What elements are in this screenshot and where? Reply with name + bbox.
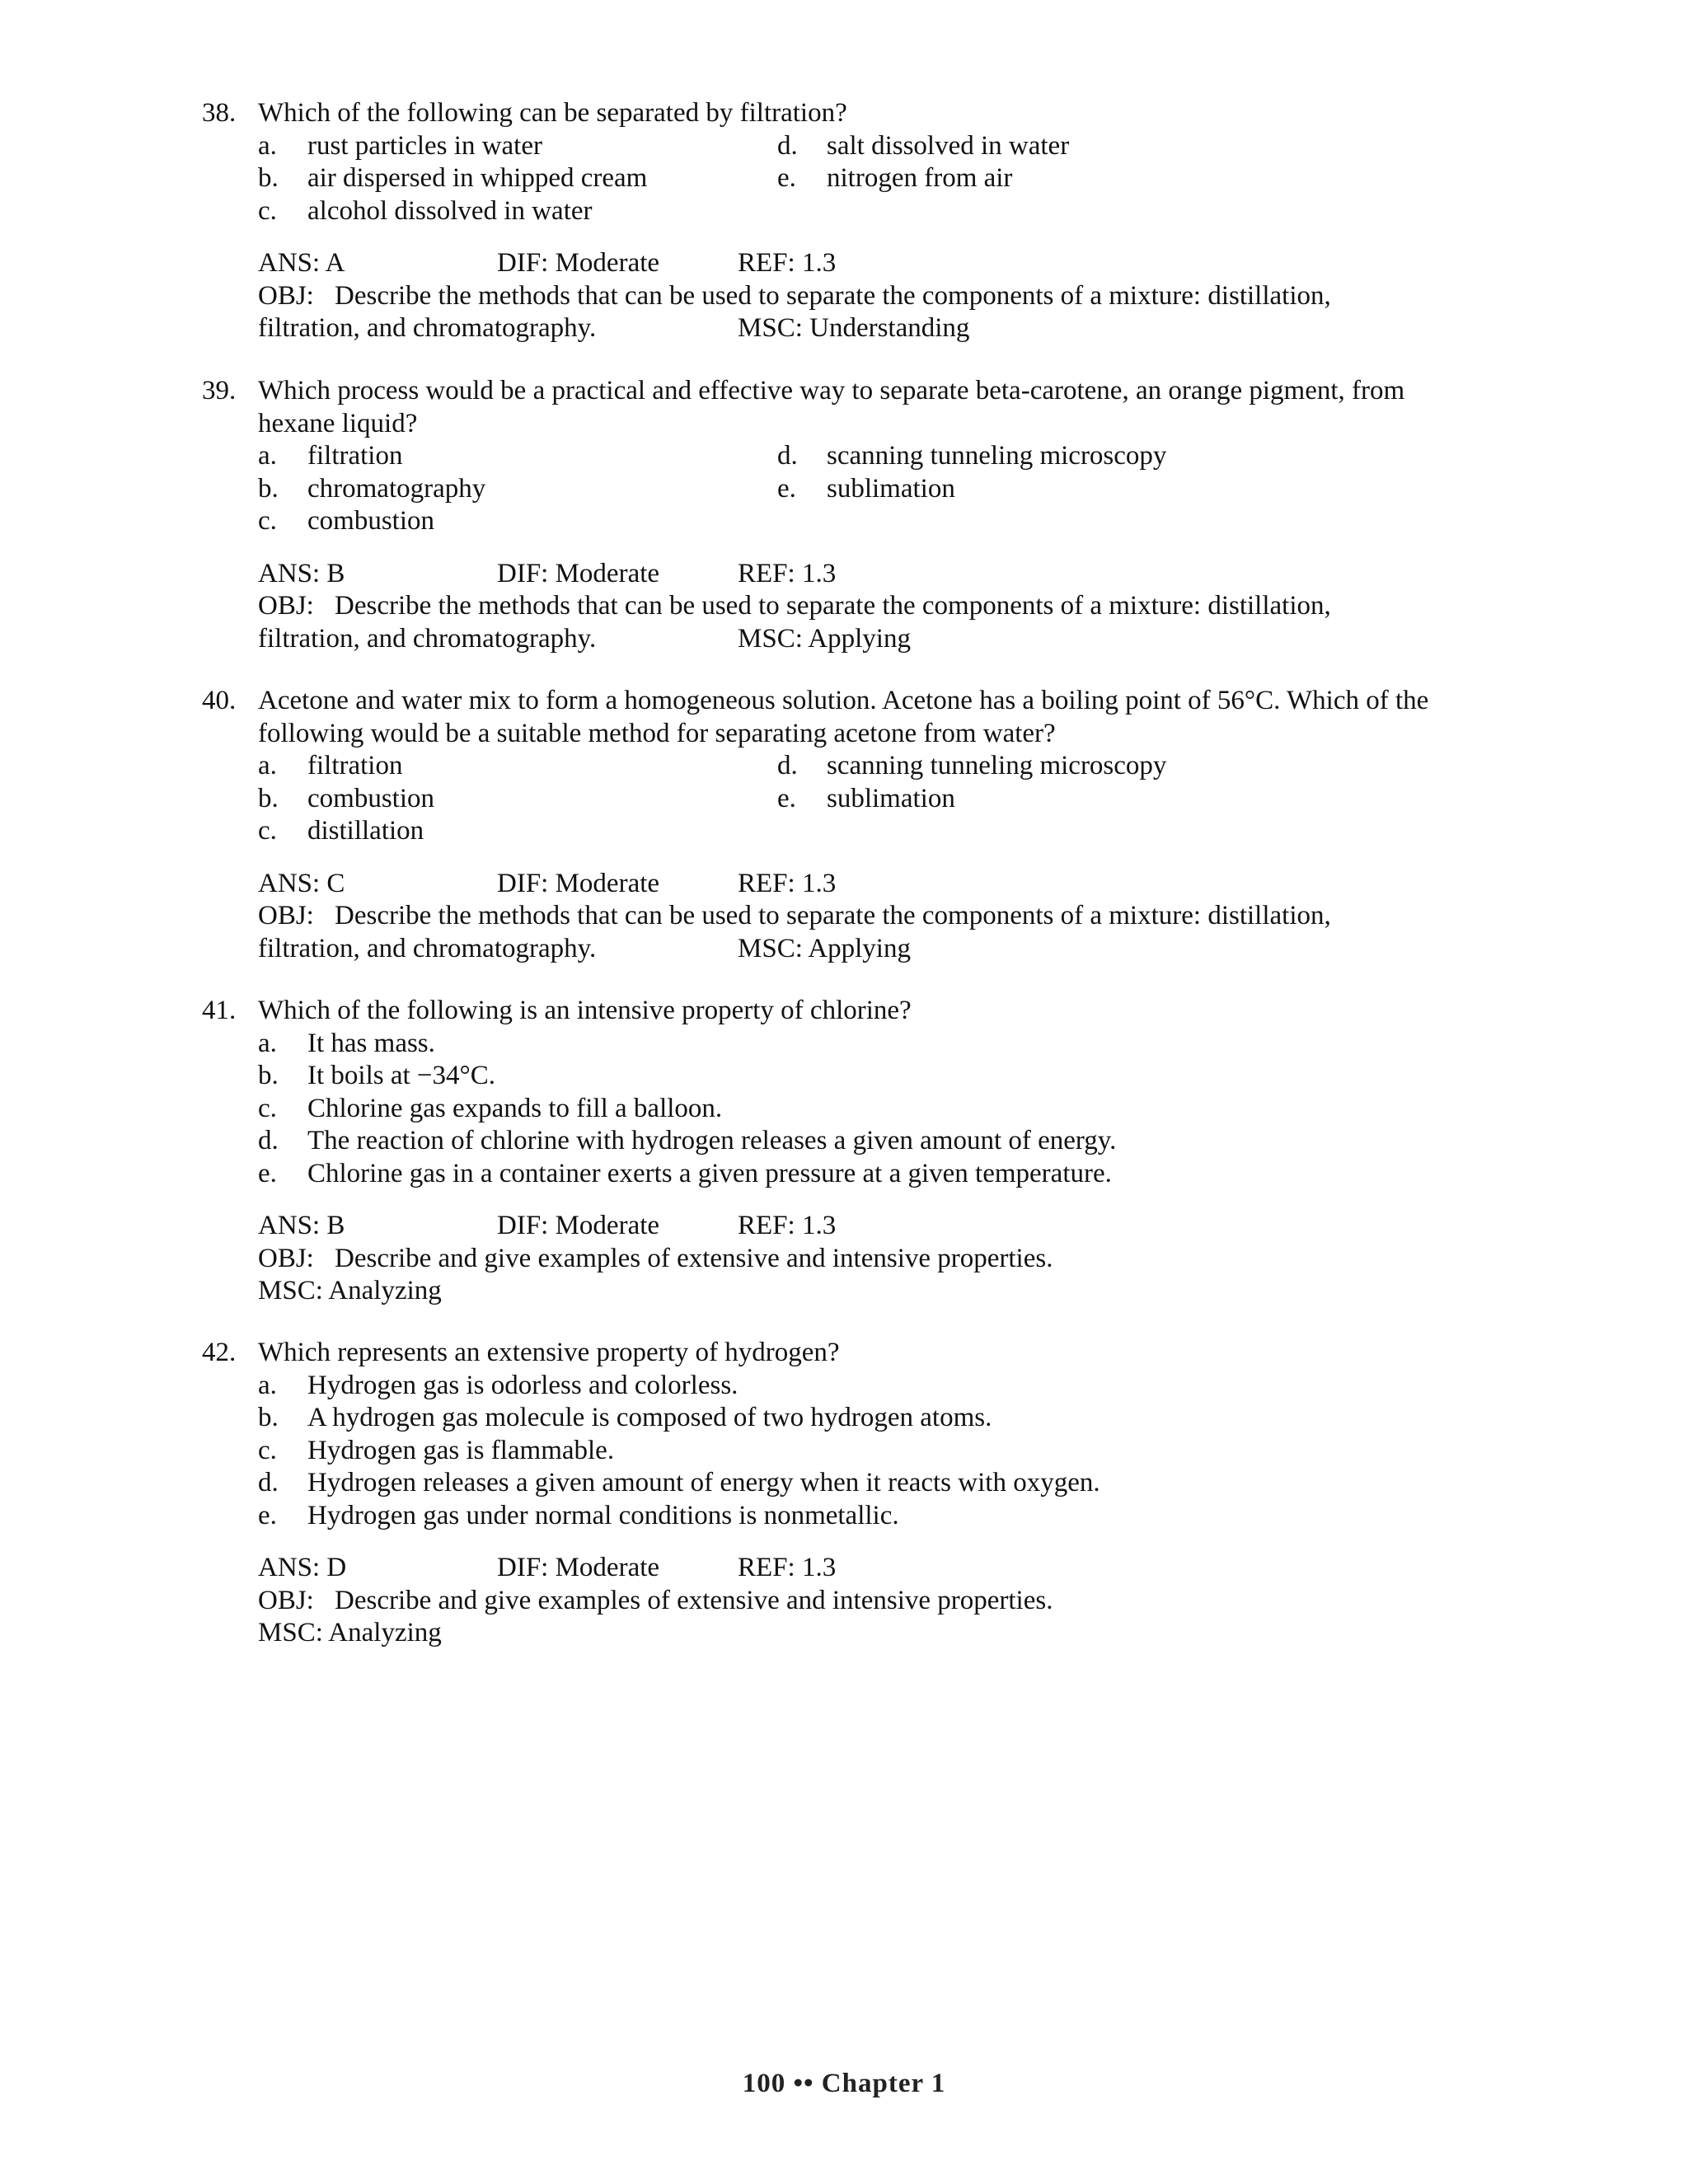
question-stem: Which of the following is an intensive property of chlorine?	[258, 996, 912, 1025]
question-39	[202, 375, 1438, 655]
skill-category: MSC: Applying	[738, 623, 911, 654]
answer-key: ANS: D	[258, 1553, 347, 1582]
question-number: 39.	[202, 376, 237, 405]
answer-metadata	[258, 1210, 1438, 1308]
option-d: d. scanning tunneling microscopy	[777, 751, 1167, 780]
option-a: a. filtration	[258, 441, 403, 471]
objective-text-continued: filtration, and chromatography.	[258, 933, 597, 963]
objective-label: OBJ:	[258, 280, 314, 311]
option-c: c. Hydrogen gas is flammable.	[258, 1435, 615, 1465]
option-d: d. scanning tunneling microscopy	[777, 441, 1167, 471]
options-list	[258, 1028, 1438, 1191]
question-stem: Which process would be a practical and effective way to separate beta-carotene, an orange pigment, from hexane liquid?	[258, 376, 1405, 438]
skill-category: MSC: Applying	[738, 933, 911, 963]
option-e: e. Hydrogen gas under normal conditions is nonmetallic.	[258, 1500, 899, 1530]
question-41	[202, 995, 1438, 1308]
skill-category: MSC: Understanding	[738, 313, 970, 343]
reference: REF: 1.3	[738, 868, 837, 898]
option-e: e. Chlorine gas in a container exerts a given pressure at a given temperature.	[258, 1158, 1112, 1188]
objective-label: OBJ:	[258, 591, 314, 621]
answer-metadata	[258, 868, 1438, 966]
answer-key: ANS: C	[258, 868, 345, 898]
difficulty: DIF: Moderate	[497, 1211, 660, 1240]
objective-text-continued: filtration, and chromatography.	[258, 623, 597, 654]
difficulty: DIF: Moderate	[497, 1553, 660, 1582]
difficulty: DIF: Moderate	[497, 248, 660, 278]
option-b: b. combustion	[258, 783, 434, 813]
options-list	[258, 1370, 1438, 1533]
option-e: e. sublimation	[777, 473, 955, 504]
objective-text: Describe the methods that can be used to separate the components of a mixture: distillation,	[335, 591, 1331, 621]
question-stem: Which represents an extensive property of hydrogen?	[258, 1338, 840, 1367]
option-b: b. air dispersed in whipped cream	[258, 163, 648, 193]
answer-key: ANS: B	[258, 1211, 345, 1240]
options-list	[258, 750, 1438, 848]
options-list	[258, 440, 1438, 538]
objective-text: Describe the methods that can be used to separate the components of a mixture: distillation,	[335, 901, 1331, 930]
answer-metadata	[258, 247, 1438, 345]
skill-category: MSC: Analyzing	[258, 1618, 442, 1647]
option-a: a. rust particles in water	[258, 130, 542, 161]
option-c: c. Chlorine gas expands to fill a balloon.	[258, 1093, 723, 1123]
question-42	[202, 1337, 1438, 1650]
option-d: d. salt dissolved in water	[777, 130, 1070, 161]
reference: REF: 1.3	[738, 1553, 837, 1582]
objective-label: OBJ:	[258, 1243, 314, 1273]
question-number: 41.	[202, 996, 237, 1025]
option-b: b. chromatography	[258, 473, 486, 504]
option-a: a. Hydrogen gas is odorless and colorless.	[258, 1370, 738, 1400]
objective-label: OBJ:	[258, 1585, 314, 1615]
answer-key: ANS: B	[258, 558, 345, 588]
question-number: 40.	[202, 686, 237, 715]
answer-key: ANS: A	[258, 248, 345, 278]
option-c: c. alcohol dissolved in water	[258, 195, 593, 226]
option-d: d. The reaction of chlorine with hydrogen releases a given amount of energy.	[258, 1126, 1117, 1155]
answer-metadata	[258, 1552, 1438, 1650]
objective-text: Describe the methods that can be used to separate the components of a mixture: distillation,	[335, 280, 1331, 311]
difficulty: DIF: Moderate	[497, 868, 660, 898]
question-38	[202, 97, 1438, 345]
question-number: 38.	[202, 98, 237, 128]
option-c: c. distillation	[258, 816, 424, 846]
option-a: a. filtration	[258, 751, 403, 780]
option-e: e. sublimation	[777, 783, 955, 813]
difficulty: DIF: Moderate	[497, 558, 660, 588]
question-stem: Acetone and water mix to form a homogeneous solution. Acetone has a boiling point of 56°C. Which of the following would be a suitable method for separating acetone from water?	[258, 686, 1429, 748]
reference: REF: 1.3	[738, 1211, 837, 1240]
page-footer: 100 •• Chapter 1	[742, 2069, 946, 2098]
option-b: b. A hydrogen gas molecule is composed of two hydrogen atoms.	[258, 1403, 992, 1432]
question-number: 42.	[202, 1338, 237, 1367]
objective-text: Describe and give examples of extensive and intensive properties.	[335, 1243, 1053, 1273]
reference: REF: 1.3	[738, 248, 837, 278]
reference: REF: 1.3	[738, 558, 837, 588]
question-stem: Which of the following can be separated by filtration?	[258, 98, 847, 128]
option-c: c. combustion	[258, 506, 434, 536]
objective-text: Describe and give examples of extensive and intensive properties.	[335, 1585, 1053, 1615]
options-list	[258, 130, 1438, 228]
option-d: d. Hydrogen releases a given amount of energy when it reacts with oxygen.	[258, 1468, 1100, 1497]
option-b: b. It boils at −34°C.	[258, 1061, 495, 1090]
option-a: a. It has mass.	[258, 1028, 435, 1058]
option-e: e. nitrogen from air	[777, 163, 1013, 193]
objective-label: OBJ:	[258, 901, 314, 930]
objective-text-continued: filtration, and chromatography.	[258, 313, 597, 343]
answer-metadata	[258, 558, 1438, 656]
skill-category: MSC: Analyzing	[258, 1276, 442, 1305]
question-40	[202, 685, 1438, 965]
